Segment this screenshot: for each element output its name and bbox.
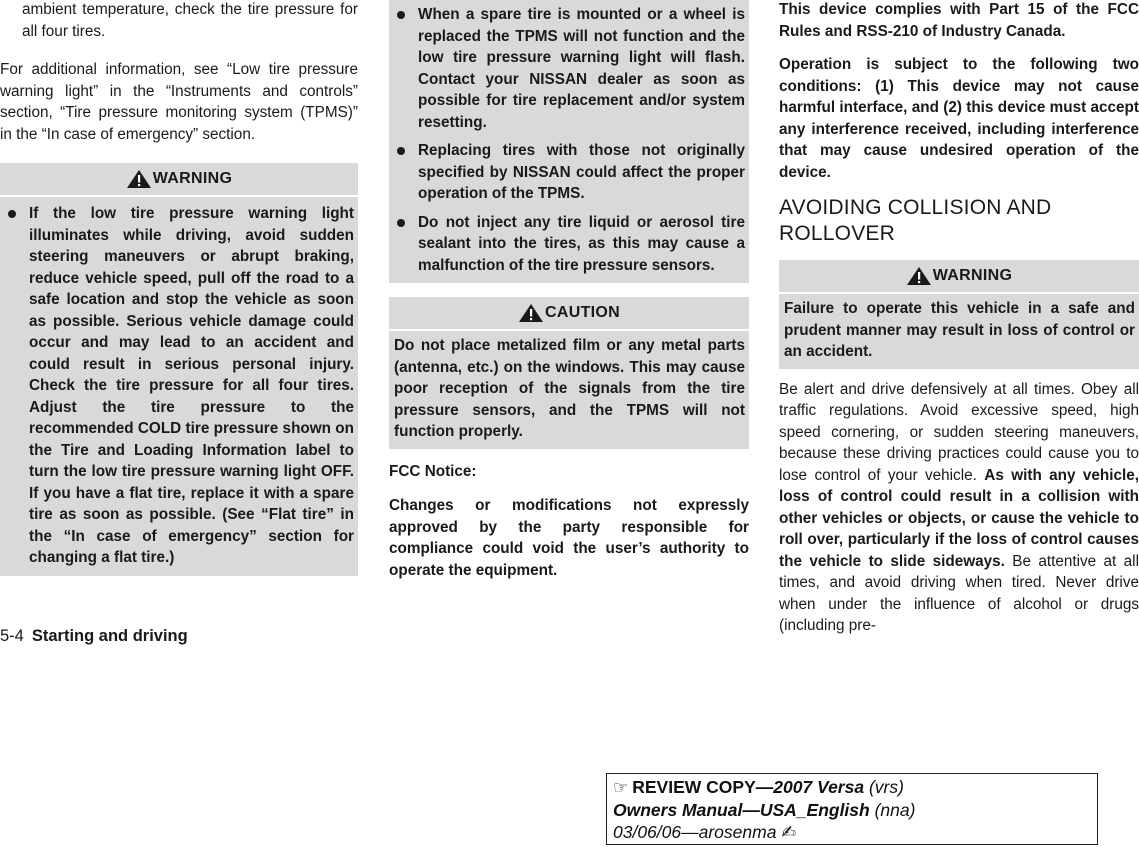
driving-paragraph bbox=[779, 379, 1139, 637]
review-date: 03/06/06—arosenma bbox=[613, 822, 777, 842]
bullet-text: Replacing tires with those not originally specified by NISSAN could affect the proper operation of the TPMS. bbox=[418, 142, 745, 202]
column-2 bbox=[389, 0, 749, 581]
review-line-2 bbox=[613, 799, 1091, 821]
fcc-title: FCC Notice: bbox=[389, 462, 477, 480]
driving-text: Be alert and drive defensively at all times. Obey all traffic regulations. Avoid excessive speed, high speed cornering, or sudden steering maneuvers, because these driving practices could cause you to lose control of your vehicle. bbox=[779, 380, 1139, 484]
driving-text-continued: Be attentive at all times, and avoid driving when tired. Never drive when under the influence of alcohol or drugs (including pre- bbox=[779, 552, 1139, 634]
warning-item bbox=[5, 203, 354, 569]
bullet-icon bbox=[8, 210, 16, 218]
warning-text: Failure to operate this vehicle in a safe and prudent manner may result in loss of control or an accident. bbox=[779, 294, 1139, 369]
review-model-code: (vrs) bbox=[868, 777, 904, 797]
review-copy-box bbox=[606, 773, 1098, 845]
bullet-icon bbox=[397, 11, 405, 19]
column-1 bbox=[0, 0, 358, 576]
review-manual-code: (nna) bbox=[874, 800, 916, 820]
driving-text-bold: As with any vehicle, loss of control could result in a collision with other vehicles or objects, or cause the vehicle to roll over, particularly if the loss of control causes the vehicle to slide sideways. bbox=[779, 466, 1139, 570]
fcc-text: Changes or modifications not expressly approved by the party responsible for compliance could void the user’s authority to operate the equipment. bbox=[389, 497, 749, 579]
warning-label: WARNING bbox=[932, 267, 1013, 284]
page-number: 5-4 bbox=[0, 627, 24, 645]
caution-triangle-icon bbox=[518, 303, 544, 323]
warning-box bbox=[0, 197, 358, 576]
caution-text: Do not place metalized film or any metal parts (antenna, etc.) on the windows. This may cause poor reception of the signals from the tire pressure sensors, and the TPMS will not function properly. bbox=[389, 331, 749, 449]
warning-label: WARNING bbox=[152, 170, 233, 187]
review-model: 2007 Versa bbox=[773, 777, 865, 797]
tpms-warning-box bbox=[389, 0, 749, 283]
column-3 bbox=[779, 0, 1139, 637]
bullet-text: Do not inject any tire liquid or aerosol tire sealant into the tires, as this may cause a malfunction of the tire pressure sensors. bbox=[418, 213, 745, 274]
bullet-icon bbox=[397, 147, 405, 155]
caution-label: CAUTION bbox=[545, 304, 620, 321]
warning-text: If the low tire pressure warning light illuminates while driving, avoid sudden steering maneuvers or abrupt braking, reduce vehicle speed, pull off the road to a safe location and stop the vehicle as soon as possible. Serious vehicle damage could occur and may lead to an accident and could result in serious personal injury. Check the tire pressure for all four tires. Adjust the tire pressure to the recommended COLD tire pressure shown on the Tire and Loading Information label to turn the low tire pressure warning light OFF. If you have a flat tire, replace it with a spare tire as soon as possible. (See “Flat tire” in the “In case of emergency” section for changing a flat tire.) bbox=[29, 205, 354, 566]
section-heading: AVOIDING COLLISION AND ROLLOVER bbox=[779, 196, 1052, 245]
caution-banner bbox=[389, 297, 749, 329]
page-footer bbox=[0, 627, 188, 646]
review-manual: Owners Manual—USA_English bbox=[613, 800, 870, 820]
fcc-compliance-text: This device complies with Part 15 of the FCC Rules and RSS-210 of Industry Canada. bbox=[779, 1, 1139, 40]
review-line-1 bbox=[613, 776, 1091, 799]
warning-triangle-icon bbox=[906, 266, 932, 286]
warning-banner bbox=[0, 163, 358, 195]
bullet-text: When a spare tire is mounted or a wheel is replaced the TPMS will not function and the low tire pressure warning light will flash. Contact your NISSAN dealer as soon as possible for tire replacement and/or system resetting. bbox=[418, 6, 745, 131]
section-name: Starting and driving bbox=[31, 627, 188, 645]
bullet-icon bbox=[397, 219, 405, 227]
warning-triangle-icon bbox=[126, 169, 152, 189]
continued-text: ambient temperature, check the tire pressure for all four tires. bbox=[22, 1, 358, 40]
bullet-item bbox=[394, 140, 745, 205]
review-line-3 bbox=[613, 821, 1091, 843]
bullet-item bbox=[394, 4, 745, 133]
operation-conditions-text: Operation is subject to the following two conditions: (1) This device may not cause harmful interface, and (2) this device must accept any interference received, including interference that may cause undesired operation of the device. bbox=[779, 56, 1139, 181]
additional-info-paragraph: For additional information, see “Low tire pressure warning light” in the “Instruments and controls” section, “Tire pressure monitoring system (TPMS)” in the “In case of emergency” section. bbox=[0, 61, 358, 143]
bullet-item bbox=[394, 212, 745, 277]
writing-hand-icon: ✍ bbox=[781, 822, 796, 842]
review-label: REVIEW COPY— bbox=[632, 777, 774, 797]
pointing-hand-icon: ☞ bbox=[613, 778, 629, 797]
warning-banner bbox=[779, 260, 1139, 292]
